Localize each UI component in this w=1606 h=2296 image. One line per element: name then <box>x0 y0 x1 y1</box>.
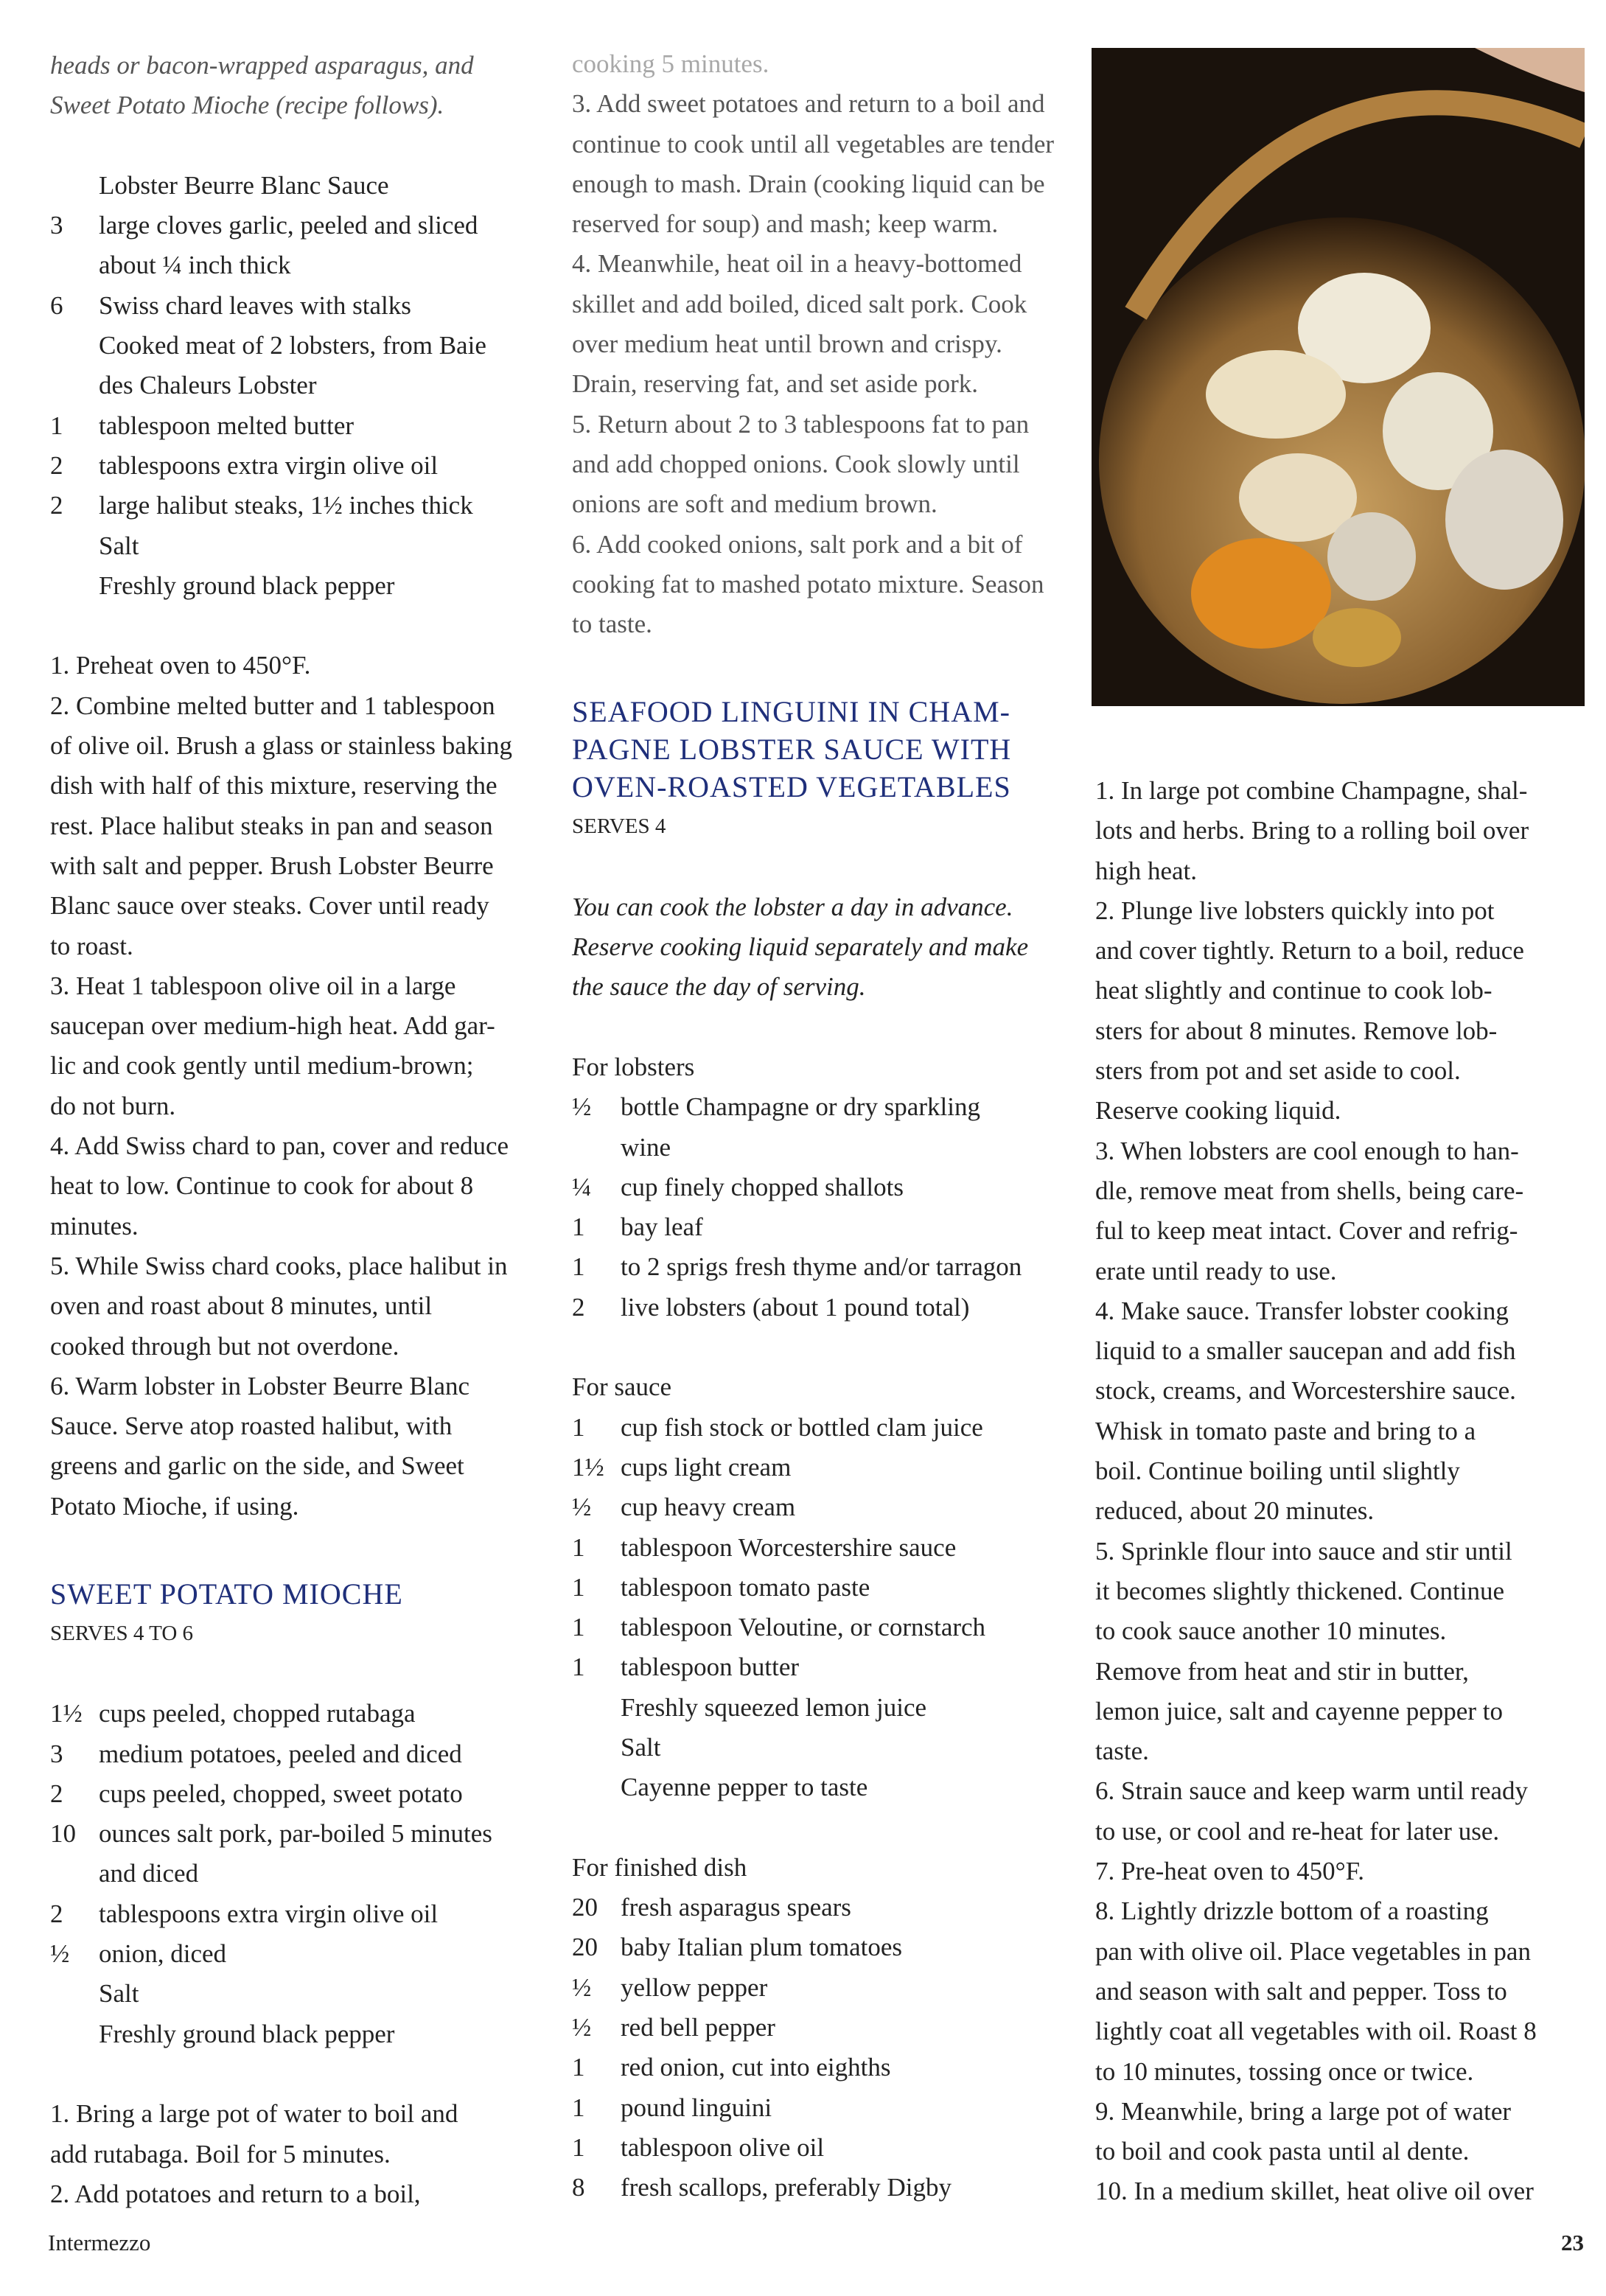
text-line: Blanc sauce over steaks. Cover until ready <box>50 891 489 921</box>
ingredient-line <box>572 1688 1073 1728</box>
ingredient-line <box>50 1694 551 1734</box>
ingredient-text: tablespoon Veloutine, or cornstarch <box>621 1613 986 1642</box>
recipe-title: SWEET POTATO MIOCHE <box>50 1577 403 1611</box>
ingredient-line <box>572 2008 1073 2048</box>
ingredient-line <box>50 1934 551 1974</box>
text-line: the sauce the day of serving. <box>572 972 866 1002</box>
text-line: high heat. <box>1095 856 1198 885</box>
ingredient-quantity: 1 <box>572 1212 585 1242</box>
text-line: 5. Return about 2 to 3 tablespoons fat to pan <box>572 409 1030 439</box>
ingredient-text: cups peeled, chopped, sweet potato <box>99 1779 463 1808</box>
ingredient-text: large halibut steaks, 1½ inches thick <box>99 491 473 520</box>
ingredient-line <box>572 1128 1073 1168</box>
text-line: 3. Add sweet potatoes and return to a boil and <box>572 89 1045 119</box>
middle-column <box>572 44 1073 2208</box>
text-line: ful to keep meat intact. Cover and refrig- <box>1095 1216 1518 1246</box>
text-line: lots and herbs. Bring to a rolling boil over <box>1095 816 1529 845</box>
text-line: Remove from heat and stir in butter, <box>1095 1656 1469 1686</box>
text-line: 6. Add cooked onions, salt pork and a bit of <box>572 529 1023 559</box>
ingredient-quantity: 3 <box>50 1739 63 1768</box>
ingredient-text: bottle Champagne or dry sparkling <box>621 1092 980 1122</box>
serves-label: SERVES 4 TO 6 <box>50 1621 194 1645</box>
ingredient-text: fresh scallops, preferably Digby <box>621 2173 952 2202</box>
text-line: 1. Preheat oven to 450°F. <box>50 651 311 680</box>
ingredient-quantity: 1 <box>572 1653 585 1682</box>
ingredient-quantity: 2 <box>572 1292 585 1322</box>
serves-label: SERVES 4 <box>572 814 666 839</box>
ingredient-line <box>572 1087 1073 1127</box>
ingredient-line <box>572 1408 1073 1448</box>
text-line: to boil and cook pasta until al dente. <box>1095 2137 1470 2166</box>
ingredient-text: cup fish stock or bottled clam juice <box>621 1412 983 1442</box>
text-line: onions are soft and medium brown. <box>572 489 938 519</box>
ingredient-line <box>572 2088 1073 2128</box>
ingredient-quantity: ½ <box>572 1972 592 2002</box>
text-line: and cover tightly. Return to a boil, reduce <box>1095 936 1524 966</box>
mushroom-basket-photo <box>1092 48 1585 706</box>
ingredient-text: Salt <box>99 531 139 560</box>
ingredient-text: large cloves garlic, peeled and sliced <box>99 211 478 240</box>
publication-name: Intermezzo <box>48 2230 151 2255</box>
ingredient-text: red bell pepper <box>621 2013 775 2042</box>
blank-line <box>50 1654 551 1694</box>
ingredient-text: tablespoon tomato paste <box>621 1572 870 1602</box>
text-line: pan with olive oil. Place vegetables in pan <box>1095 1936 1531 1966</box>
text-line: 1. In large pot combine Champagne, shal- <box>1095 776 1528 805</box>
ingredient-line <box>572 1247 1073 1287</box>
ingredient-text: ounces salt pork, par-boiled 5 minutes <box>99 1819 492 1849</box>
text-line: and season with salt and pepper. Toss to <box>1095 1976 1507 2006</box>
ingredient-text: tablespoon melted butter <box>99 411 355 440</box>
text-line: Drain, reserving fat, and set aside pork. <box>572 369 979 399</box>
ingredient-quantity: 1 <box>50 411 63 440</box>
ingredient-text: tablespoons extra virgin olive oil <box>99 1899 439 1928</box>
ingredient-line <box>50 286 551 326</box>
ingredient-text: Swiss chard leaves with stalks <box>99 290 411 320</box>
text-line: Potato Mioche, if using. <box>50 1491 299 1521</box>
text-line: For lobsters <box>572 1052 695 1081</box>
text-line: 2. Add potatoes and return to a boil, <box>50 2179 421 2208</box>
text-line: continue to cook until all vegetables are tender <box>572 129 1055 158</box>
text-line: sters from pot and set aside to cool. <box>1095 1056 1461 1086</box>
text-line: to use, or cool and re-heat for later use. <box>1095 1816 1500 1846</box>
ingredient-text: des Chaleurs Lobster <box>99 371 317 400</box>
text-line: heat to low. Continue to cook for about 8 <box>50 1171 474 1201</box>
text-line: saucepan over medium-high heat. Add gar- <box>50 1011 495 1041</box>
text-line: lightly coat all vegetables with oil. Roast 8 <box>1095 2017 1537 2046</box>
text-line: lemon juice, salt and cayenne pepper to <box>1095 1696 1503 1726</box>
text-line: 6. Strain sauce and keep warm until ready <box>1095 1776 1529 1806</box>
ingredient-line <box>50 446 551 486</box>
text-line: add rutabaga. Boil for 5 minutes. <box>50 2139 391 2168</box>
ingredient-quantity: ½ <box>50 1939 70 1969</box>
ingredient-quantity: 2 <box>50 491 63 520</box>
ingredient-quantity: 8 <box>572 2173 585 2202</box>
ingredient-text: cups light cream <box>621 1452 792 1482</box>
text-line: stock, creams, and Worcestershire sauce. <box>1095 1376 1516 1406</box>
ingredient-line <box>572 2048 1073 2087</box>
ingredient-text: Salt <box>621 1732 661 1762</box>
ingredient-quantity: 10 <box>50 1819 76 1849</box>
ingredient-text: Cayenne pepper to taste <box>621 1773 868 1802</box>
text-line: cooking fat to mashed potato mixture. Season <box>572 569 1044 599</box>
text-line: heads or bacon-wrapped asparagus, and <box>50 51 474 80</box>
ingredient-quantity: 1 <box>572 2132 585 2162</box>
text-line: boil. Continue boiling until slightly <box>1095 1456 1460 1486</box>
ingredient-line <box>50 1734 551 1774</box>
ingredient-line <box>50 486 551 526</box>
text-line: liquid to a smaller saucepan and add fish <box>1095 1336 1516 1366</box>
ingredient-quantity: 1½ <box>50 1699 83 1728</box>
ingredient-line <box>50 1894 551 1934</box>
ingredient-text: Freshly ground black pepper <box>99 570 395 600</box>
ingredient-line <box>50 406 551 446</box>
text-line: and add chopped onions. Cook slowly until <box>572 449 1020 478</box>
ingredient-quantity: 1 <box>572 1412 585 1442</box>
recipe-title: OVEN-ROASTED VEGETABLES <box>572 770 1011 804</box>
ingredient-line <box>572 1647 1073 1687</box>
text-line: Whisk in tomato paste and bring to a <box>1095 1416 1476 1445</box>
text-line: enough to mash. Drain (cooking liquid can be <box>572 169 1045 198</box>
ingredient-text: cup heavy cream <box>621 1493 796 1522</box>
ingredient-line <box>50 206 551 245</box>
recipe-title: PAGNE LOBSTER SAUCE WITH <box>572 733 1012 767</box>
text-line: skillet and add boiled, diced salt pork. Cook <box>572 289 1027 318</box>
ingredient-line <box>50 1814 551 1854</box>
ingredient-line <box>572 1968 1073 2008</box>
text-line: to 10 minutes, tossing once or twice. <box>1095 2056 1474 2086</box>
ingredient-line <box>572 2168 1073 2208</box>
ingredient-quantity: 1 <box>572 1532 585 1562</box>
text-line: 3. Heat 1 tablespoon olive oil in a large <box>50 971 456 1000</box>
ingredient-text: baby Italian plum tomatoes <box>621 1933 902 1962</box>
text-line: heat slightly and continue to cook lob- <box>1095 976 1492 1005</box>
ingredient-text: fresh asparagus spears <box>621 1893 851 1922</box>
ingredient-text: Freshly squeezed lemon juice <box>621 1692 927 1722</box>
blank-line <box>572 1808 1073 1848</box>
text-line: do not burn. <box>50 1091 176 1120</box>
ingredient-line <box>572 1448 1073 1487</box>
ingredient-line <box>572 1528 1073 1568</box>
text-line: For finished dish <box>572 1852 747 1882</box>
ingredient-text: and diced <box>99 1859 199 1888</box>
ingredient-text: about ¼ inch thick <box>99 251 291 280</box>
ingredient-text: yellow pepper <box>621 1972 768 2002</box>
text-line: For sauce <box>572 1372 672 1402</box>
text-line: minutes. <box>50 1211 139 1241</box>
text-line: to roast. <box>50 931 133 960</box>
ingredient-text: cup finely chopped shallots <box>621 1172 904 1201</box>
ingredient-line <box>572 1888 1073 1927</box>
ingredient-quantity: 2 <box>50 450 63 480</box>
ingredient-quantity: ½ <box>572 1092 592 1122</box>
page-number: 23 <box>1561 2230 1584 2255</box>
text-line: reserved for soup) and mash; keep warm. <box>572 209 999 239</box>
text-line: 9. Meanwhile, bring a large pot of water <box>1095 2096 1512 2126</box>
blank-line <box>572 1008 1073 1047</box>
ingredient-line <box>572 1927 1073 1967</box>
text-line: oven and roast about 8 minutes, until <box>50 1291 433 1321</box>
ingredient-line <box>50 166 551 206</box>
text-line: with salt and pepper. Brush Lobster Beurre <box>50 851 494 880</box>
ingredient-line <box>50 1774 551 1814</box>
text-line: Sweet Potato Mioche (recipe follows). <box>50 91 444 120</box>
ingredient-quantity: 1 <box>572 2093 585 2122</box>
text-line: sters for about 8 minutes. Remove lob- <box>1095 1016 1498 1045</box>
ingredient-text: live lobsters (about 1 pound total) <box>621 1292 970 1322</box>
ingredient-line <box>572 2128 1073 2168</box>
ingredient-quantity: 2 <box>50 1899 63 1928</box>
ingredient-text: Salt <box>99 1979 139 2009</box>
text-line: 7. Pre-heat oven to 450°F. <box>1095 1857 1365 1886</box>
text-line: lic and cook gently until medium-brown; <box>50 1051 474 1081</box>
text-line: it becomes slightly thickened. Continue <box>1095 1576 1505 1605</box>
text-line: 4. Make sauce. Transfer lobster cooking <box>1095 1296 1509 1325</box>
text-line: 2. Plunge live lobsters quickly into pot <box>1095 896 1495 925</box>
ingredient-text: tablespoons extra virgin olive oil <box>99 450 439 480</box>
text-line: 4. Meanwhile, heat oil in a heavy-bottomed <box>572 249 1022 279</box>
ingredient-quantity: 2 <box>50 1779 63 1808</box>
ingredient-text: Freshly ground black pepper <box>99 2019 395 2048</box>
ingredient-text: Cooked meat of 2 lobsters, from Baie <box>99 331 486 360</box>
text-line: 4. Add Swiss chard to pan, cover and reduce <box>50 1131 509 1161</box>
ingredient-text: red onion, cut into eighths <box>621 2053 891 2082</box>
ingredient-text: cups peeled, chopped rutabaga <box>99 1699 416 1728</box>
ingredient-quantity: 20 <box>572 1933 598 1962</box>
text-line: 3. When lobsters are cool enough to han- <box>1095 1136 1519 1165</box>
ingredient-line <box>572 1288 1073 1327</box>
ingredient-quantity: 1 <box>572 1252 585 1282</box>
blank-line <box>50 2054 551 2094</box>
text-line: 10. In a medium skillet, heat olive oil over <box>1095 2177 1534 2206</box>
ingredient-quantity: 6 <box>50 290 63 320</box>
blank-line <box>50 606 551 646</box>
ingredient-text: tablespoon olive oil <box>621 2132 825 2162</box>
ingredient-line <box>50 366 551 405</box>
text-line: Sauce. Serve atop roasted halibut, with <box>50 1412 453 1441</box>
ingredient-quantity: ½ <box>572 1493 592 1522</box>
blank-line <box>572 1327 1073 1367</box>
text-line: dle, remove meat from shells, being care- <box>1095 1176 1524 1205</box>
ingredient-line <box>572 1207 1073 1247</box>
ingredient-line <box>50 245 551 285</box>
ingredient-text: to 2 sprigs fresh thyme and/or tarragon <box>621 1252 1022 1282</box>
text-line: over medium heat until brown and crispy. <box>572 329 1002 359</box>
ingredient-quantity: ½ <box>572 2013 592 2042</box>
ingredient-quantity: 1½ <box>572 1452 604 1482</box>
ingredient-line <box>50 1854 551 1894</box>
recipe-title: SEAFOOD LINGUINI IN CHAM- <box>572 695 1010 729</box>
ingredient-text: tablespoon Worcestershire sauce <box>621 1532 957 1562</box>
text-line: taste. <box>1095 1737 1149 1766</box>
ingredient-line <box>572 1728 1073 1768</box>
ingredient-quantity: 20 <box>572 1893 598 1922</box>
ingredient-line <box>50 2014 551 2054</box>
blank-line <box>50 126 551 166</box>
ingredient-line <box>572 1568 1073 1608</box>
ingredient-text: pound linguini <box>621 2093 772 2122</box>
text-line: 8. Lightly drizzle bottom of a roasting <box>1095 1897 1489 1926</box>
ingredient-line <box>50 566 551 606</box>
ingredient-line <box>572 1768 1073 1807</box>
ingredient-line <box>572 1168 1073 1207</box>
text-line: to cook sauce another 10 minutes. <box>1095 1616 1447 1646</box>
ingredient-text: wine <box>621 1132 671 1162</box>
ingredient-line <box>572 1487 1073 1527</box>
text-line: to taste. <box>572 610 652 639</box>
ingredient-quantity: ¼ <box>572 1172 592 1201</box>
left-column <box>50 46 551 2214</box>
text-line: Reserve cooking liquid. <box>1095 1096 1341 1126</box>
ingredient-quantity: 1 <box>572 1613 585 1642</box>
text-line: cooking 5 minutes. <box>572 49 769 78</box>
text-line: erate until ready to use. <box>1095 1256 1337 1285</box>
ingredient-text: bay leaf <box>621 1212 703 1242</box>
text-line: of olive oil. Brush a glass or stainless baking <box>50 731 513 761</box>
text-line: 2. Combine melted butter and 1 tablespoon <box>50 691 495 720</box>
ingredient-quantity: 1 <box>572 1572 585 1602</box>
ingredient-line <box>50 526 551 566</box>
text-line: Reserve cooking liquid separately and make <box>572 932 1029 962</box>
ingredient-text: tablespoon butter <box>621 1653 800 1682</box>
ingredient-quantity: 3 <box>50 211 63 240</box>
ingredient-text: Lobster Beurre Blanc Sauce <box>99 170 389 200</box>
text-line: 6. Warm lobster in Lobster Beurre Blanc <box>50 1371 470 1400</box>
text-line: dish with half of this mixture, reserving the <box>50 771 497 800</box>
text-line: cooked through but not overdone. <box>50 1331 399 1361</box>
ingredient-line <box>50 1974 551 2014</box>
blank-line <box>572 847 1073 887</box>
text-line: You can cook the lobster a day in advance. <box>572 892 1013 921</box>
right-column <box>1095 771 1596 2212</box>
text-line: 1. Bring a large pot of water to boil and <box>50 2099 458 2129</box>
ingredient-line <box>50 326 551 366</box>
ingredient-quantity: 1 <box>572 2053 585 2082</box>
ingredient-line <box>572 1608 1073 1647</box>
ingredient-text: onion, diced <box>99 1939 227 1969</box>
ingredient-text: medium potatoes, peeled and diced <box>99 1739 462 1768</box>
text-line: rest. Place halibut steaks in pan and season <box>50 811 493 840</box>
text-line: greens and garlic on the side, and Sweet <box>50 1451 464 1481</box>
text-line: 5. Sprinkle flour into sauce and stir until <box>1095 1536 1512 1566</box>
text-line: 5. While Swiss chard cooks, place halibut in <box>50 1251 508 1280</box>
text-line: reduced, about 20 minutes. <box>1095 1496 1375 1526</box>
